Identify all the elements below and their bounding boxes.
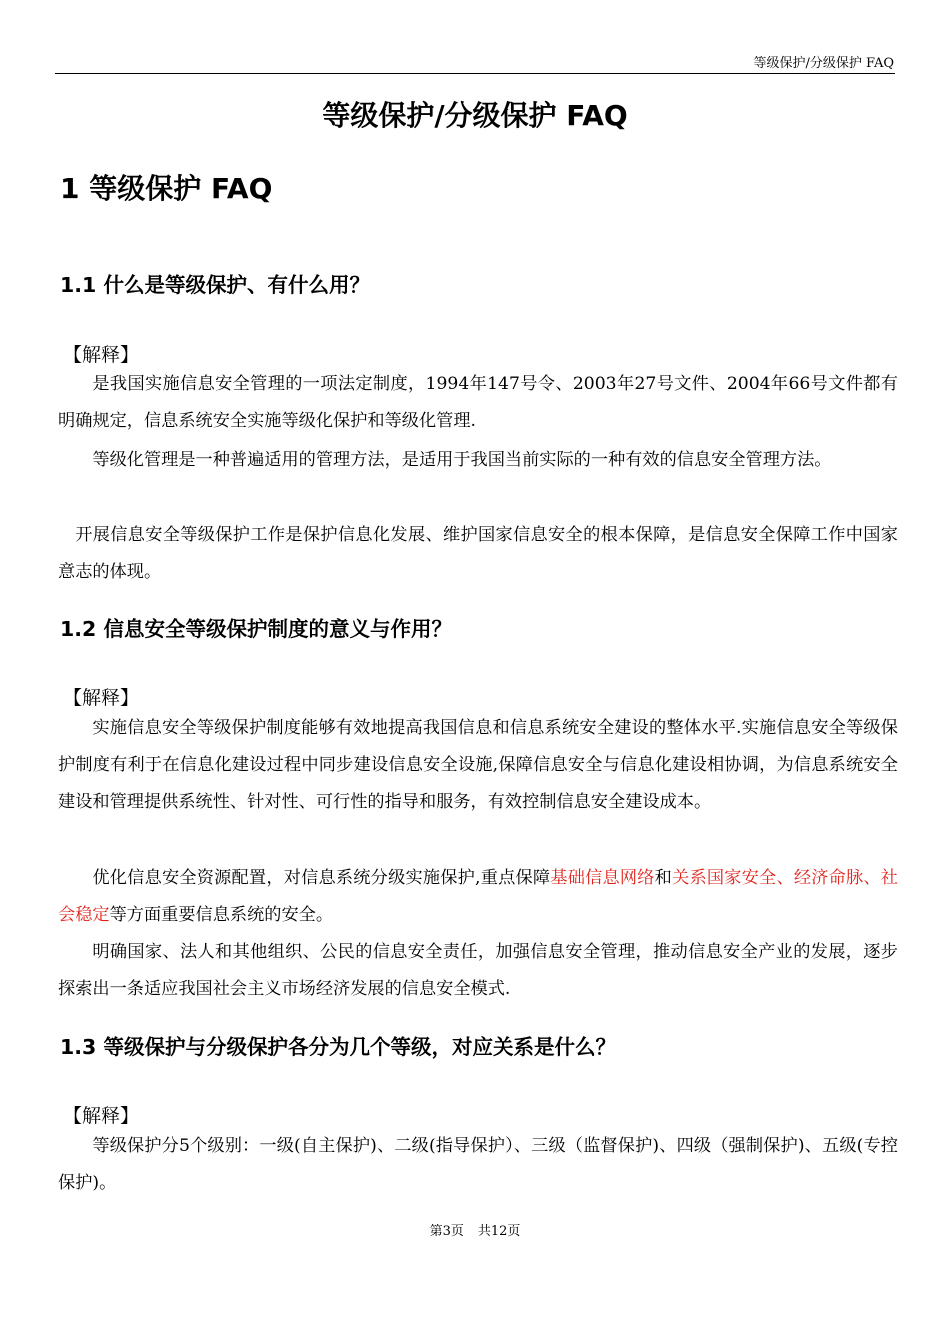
paragraph-1-2-c: 明确国家、法人和其他组织、公民的信息安全责任，加强信息安全管理，推动信息安全产业的发展，逐步探索出一条适应我国社会主义市场经济发展的信息安全模式.: [58, 942, 898, 999]
highlight-national-security: 关系国家安全、经济命脉、社会稳定: [58, 868, 898, 925]
document-title: 等级保护/分级保护 FAQ: [322, 99, 628, 132]
section-heading-1-2: 1.2 信息安全等级保护制度的意义与作用？: [60, 617, 452, 641]
page-total: 共12页: [477, 1224, 521, 1239]
paragraph-1-2-b-text-2: 和: [654, 868, 673, 888]
page-footer: [0, 1224, 950, 1240]
paragraph-1-1-c: 开展信息安全等级保护工作是保护信息化发展、维护国家信息安全的根本保障，是信息安全保障工作中国家意志的体现。: [58, 525, 898, 582]
explanation-label-1-1: 【解释】: [63, 344, 140, 366]
paragraph-1-2-b-text-1: 优化信息安全资源配置，对信息系统分级实施保护,重点保障: [92, 868, 551, 888]
section-heading-1-1: 1.1 什么是等级保护、有什么用？: [60, 273, 370, 297]
running-header: 等级保护/分级保护 FAQ: [753, 56, 894, 71]
explanation-label-1-3: 【解释】: [63, 1105, 140, 1127]
chapter-heading: 1 等级保护 FAQ: [60, 172, 273, 205]
paragraph-1-1-a: 是我国实施信息安全管理的一项法定制度，1994年147号令、2003年27号文件、2004年66号文件都有明确规定，信息系统安全实施等级化保护和等级化管理.: [58, 374, 898, 431]
page-number: 第3页: [429, 1224, 464, 1239]
explanation-label-1-2: 【解释】: [63, 687, 140, 709]
header-rule: [55, 73, 895, 74]
paragraph-1-1-b: 等级化管理是一种普遍适用的管理方法，是适用于我国当前实际的一种有效的信息安全管理方法。: [92, 450, 832, 470]
paragraph-1-2-a: 实施信息安全等级保护制度能够有效地提高我国信息和信息系统安全建设的整体水平.实施信息安全等级保护制度有利于在信息化建设过程中同步建设信息安全设施,保障信息安全与信息化建设相协调，为信息系统安全建设和管理提供系统性、针对性、可行性的指导和服务，有效控制信息安全建设成本。: [58, 718, 898, 812]
paragraph-1-2-b-text-3: 等方面重要信息系统的安全。: [109, 905, 334, 925]
paragraph-1-2-b: [58, 860, 898, 934]
highlight-basic-network: 基础信息网络: [550, 868, 655, 888]
section-heading-1-3: 1.3 等级保护与分级保护各分为几个等级，对应关系是什么？: [60, 1035, 616, 1059]
paragraph-1-3-a: 等级保护分5个级别：一级(自主保护)、二级(指导保护）、三级（监督保护)、四级（强制保护)、五级(专控保护)。: [58, 1136, 898, 1193]
